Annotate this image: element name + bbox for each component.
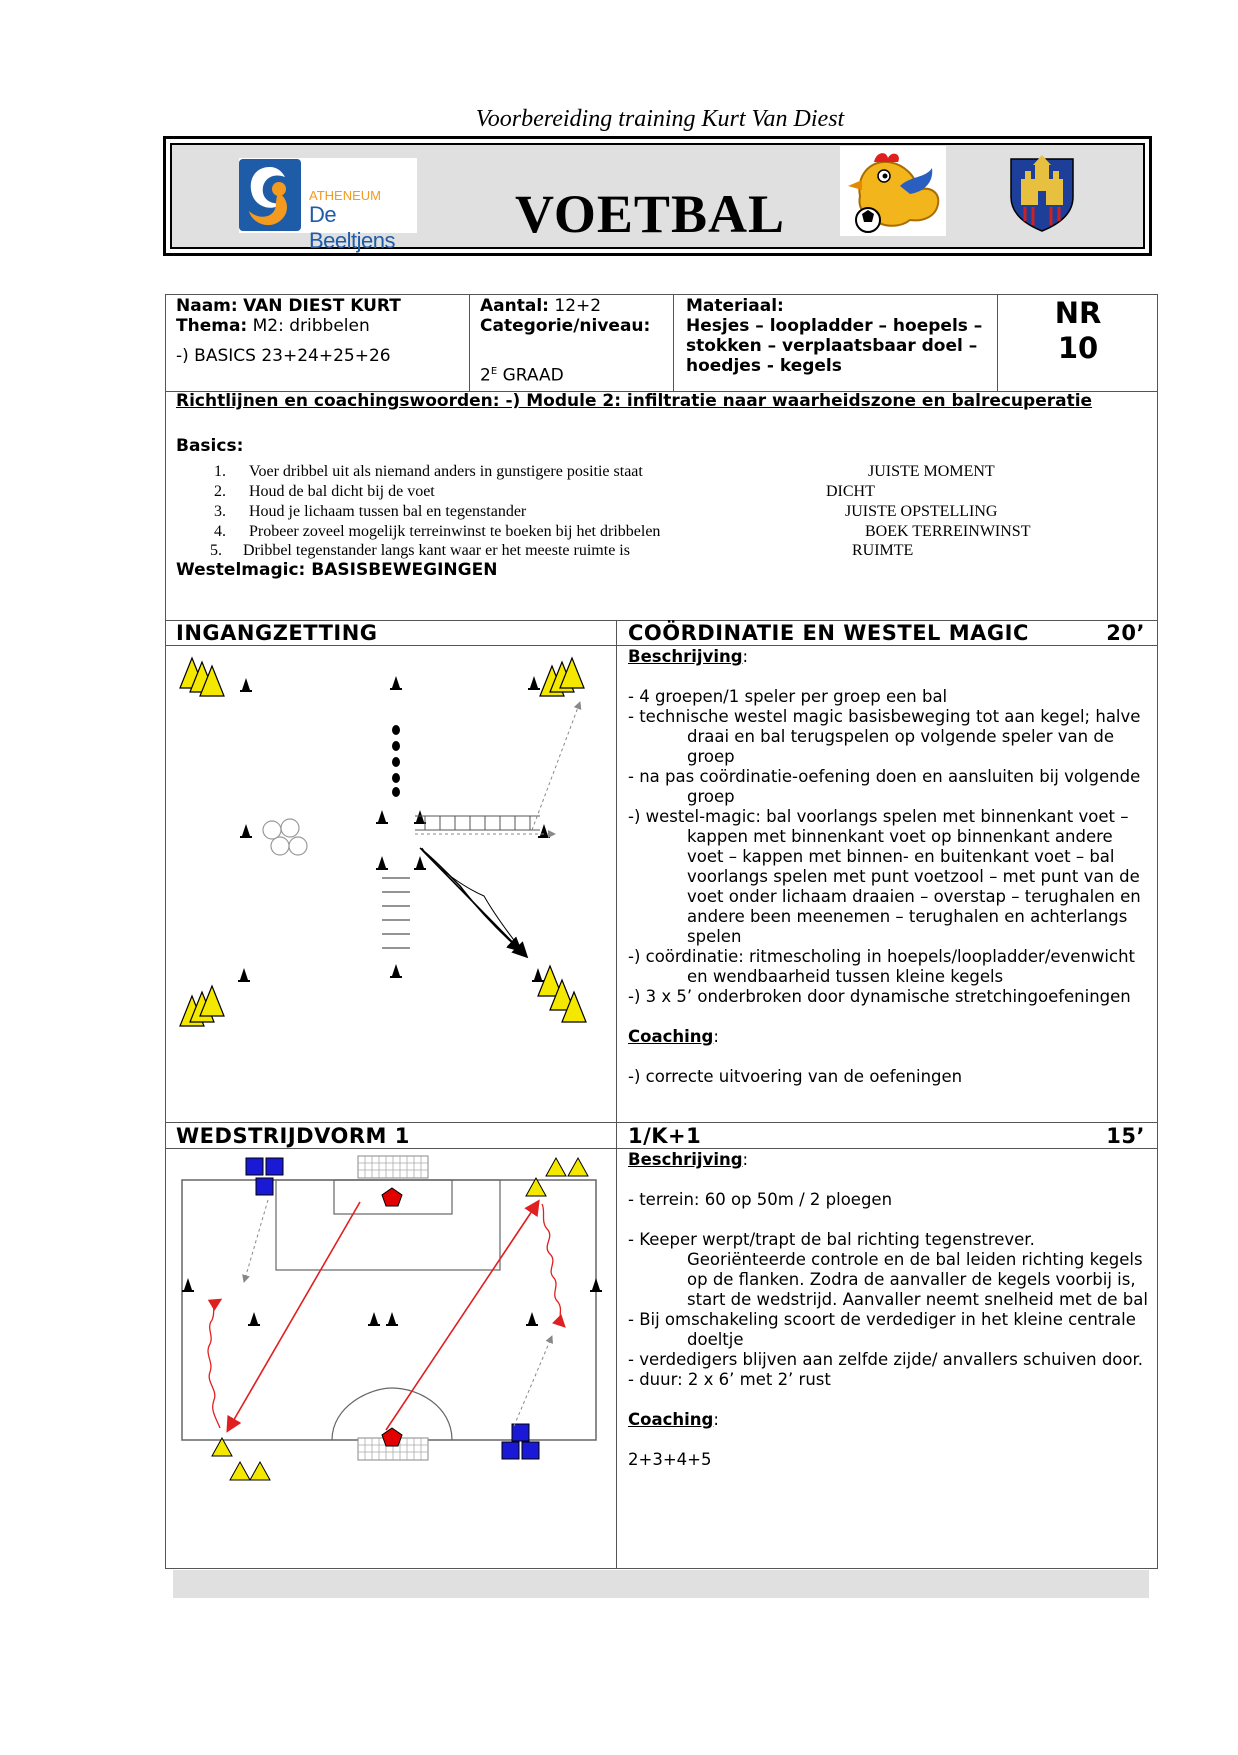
materiaal-line3: hoedjes - kegels [686,356,842,376]
basics-text-5: Dribbel tegenstander langs kant waar er het meeste ruimte is [243,542,630,559]
section2-left-title: WEDSTRIJDVORM 1 [176,1124,410,1148]
cones [238,676,550,982]
aantal-value: 12+2 [554,296,602,316]
rule-v-center [616,620,617,1569]
blue-team-top [246,1158,283,1195]
basics-num-2: 2. [214,483,226,500]
westelmagic-label: Westelmagic: [176,560,306,580]
section2-right-title: 1/K+1 [628,1124,702,1148]
section1-line-1: - 4 groepen/1 speler per groep een bal [628,687,948,706]
basics-num-1: 1. [214,463,226,480]
section1-line-5: -) coördinatie: ritmescholing in hoepels/loopladder/evenwicht en wendbaarheid tussen kleine kegels [628,947,1135,986]
school-logo [239,158,417,253]
colon: : [742,647,749,666]
hoops [263,819,307,855]
info-naam-thema [176,296,466,366]
player-group-top-left [180,658,224,696]
basics-num-4: 4. [214,523,226,540]
rule-v1 [469,294,470,391]
colon: : [713,1027,719,1046]
info-materiaal [686,296,996,376]
section2-line-5: - duur: 2 x 6’ met 2’ rust [628,1370,831,1389]
basics-keyword-3: JUISTE OPSTELLING [845,503,998,520]
page-caption: Voorbereiding training Kurt Van Diest [475,106,845,132]
section1-line-3: - na pas coördinatie-oefening doen en aansluiten bij volgende groep [628,767,1141,806]
basics-keyword-5: RUIMTE [852,542,914,559]
drill-diagram-ingangzetting [170,650,610,1050]
basics-keyword-1: JUISTE MOMENT [868,463,995,480]
section2-beschrijving-label: Beschrijving [628,1150,743,1169]
info-aantal [480,296,670,386]
yellow-team-top [526,1158,588,1196]
colon: : [713,1410,719,1429]
section1-line-2: - technische westel magic basisbeweging tot aan kegel; halve draai en bal terugspelen op volgende speler van de groep [628,707,1141,766]
rule-section1-bottom [165,1122,1158,1123]
basics-text-4: Probeer zoveel mogelijk terreinwinst te boeken bij het dribbelen [249,523,661,540]
westelmagic-line [176,560,497,580]
section1-line-6: -) 3 x 5’ onderbroken door dynamische stretchingoefeningen [628,987,1131,1006]
graad-number: 2 [480,365,491,386]
section2-duration: 15’ [1106,1124,1145,1148]
basics-reference: -) BASICS 23+24+25+26 [176,346,391,366]
section1-right-title: COÖRDINATIE EN WESTEL MAGIC [628,621,1029,645]
basics-keyword-2: DICHT [826,483,875,500]
materiaal-line2: stokken – verplaatsbaar doel – [686,336,978,356]
section1-beschrijving-label: Beschrijving [628,647,743,666]
section2-coaching-label: Coaching [628,1410,714,1429]
agility-ladder [415,816,540,830]
naam-label: Naam: [176,296,238,316]
naam-value: VAN DIEST KURT [243,296,401,316]
section1-duration: 20’ [1106,621,1145,645]
player-group-top-right [540,658,584,696]
player-group-bottom-left [180,986,224,1026]
basics-num-5: 5. [210,542,222,559]
sticks [382,878,410,948]
player-group-bottom-right [538,966,586,1022]
rule-section2-header [165,1148,1158,1149]
basics-keyword-4: BOEK TERREINWINST [865,523,1031,540]
section2-line-3: - Bij omschakeling scoort de verdediger in het kleine centrale doeltje [628,1310,1136,1349]
info-nr [998,296,1158,366]
section1-coaching-label: Coaching [628,1027,714,1046]
categorie-label: Categorie/niveau: [480,316,651,336]
section1-coaching-text: -) correcte uitvoering van de oefeningen [628,1067,963,1086]
school-logo-line1: ATHENEUM [309,188,381,203]
colon: : [742,1150,749,1169]
basics-text-1: Voer dribbel uit als niemand anders in gunstigere positie staat [249,463,643,480]
section2-line-1: - terrein: 60 op 50m / 2 ploegen [628,1190,893,1209]
nr-label: NR [1054,296,1102,330]
rule-section1-header [165,645,1158,646]
westelmagic-value: BASISBEWEGINGEN [311,560,498,580]
section1-left-title: INGANGZETTING [176,621,378,645]
keeper-bottom [382,1428,402,1446]
nr-value: 10 [1057,331,1099,365]
aantal-label: Aantal: [480,296,549,316]
section1-description [628,647,1150,1087]
materiaal-line1: Hesjes – loopladder – hoepels – [686,316,983,336]
keeper-top [382,1188,402,1206]
goal-top [358,1156,428,1178]
section2-coaching-text: 2+3+4+5 [628,1450,712,1469]
basics-num-3: 3. [214,503,226,520]
section2-description [628,1150,1150,1470]
basics-text-3: Houd je lichaam tussen bal en tegenstander [249,503,527,520]
section2-line-4: - verdedigers blijven aan zelfde zijde/ anvallers schuiven door. [628,1350,1143,1369]
school-logo-icon [239,159,301,231]
school-logo-line2: De Beeltjens [309,202,396,253]
thema-label: Thema: [176,316,248,336]
yellow-team-bottom [212,1438,270,1480]
basics-text-2: Houd de bal dicht bij de voet [249,483,435,500]
section2-line-2: - Keeper werpt/trapt de bal richting tegenstrever. Georiënteerde controle en de bal leiden richting kegels op de flanken. Zodra de aanvaller de kegels voorbij is, start de wedstrijd. Aanvaller neemt snelheid met de bal [628,1230,1148,1309]
page-title: VOETBAL [515,184,785,244]
match-diagram-1 [170,1150,610,1490]
coat-of-arms-icon [1007,153,1077,233]
footer-bar [173,1570,1149,1598]
rooster-mascot-icon [840,146,946,236]
graad-label: GRAAD [502,365,564,386]
guidelines-title: Richtlijnen en coachingswoorden: -) Module 2: infiltratie naar waarheidszone en balrecuperatie [176,391,1093,411]
materiaal-label: Materiaal: [686,296,784,316]
rule-v2 [673,294,674,391]
thema-value: M2: dribbelen [252,316,370,336]
graad-sup: E [490,366,498,377]
field-cones [182,1278,602,1326]
small-cones-line [392,725,400,797]
blue-team-bottom [502,1424,539,1459]
section1-line-4: -) westel-magic: bal voorlangs spelen met binnenkant voet – kappen met binnenkant voet op binnenkant andere voet – kappen met binnen- en buitenkant voet – bal voorlangs spelen met punt voetzool – met punt van de voet onder lichaam draaien – overstap – terughalen en andere been meenemen – terughalen en achterlangs spelen [628,807,1141,946]
basics-label: Basics: [176,436,244,456]
